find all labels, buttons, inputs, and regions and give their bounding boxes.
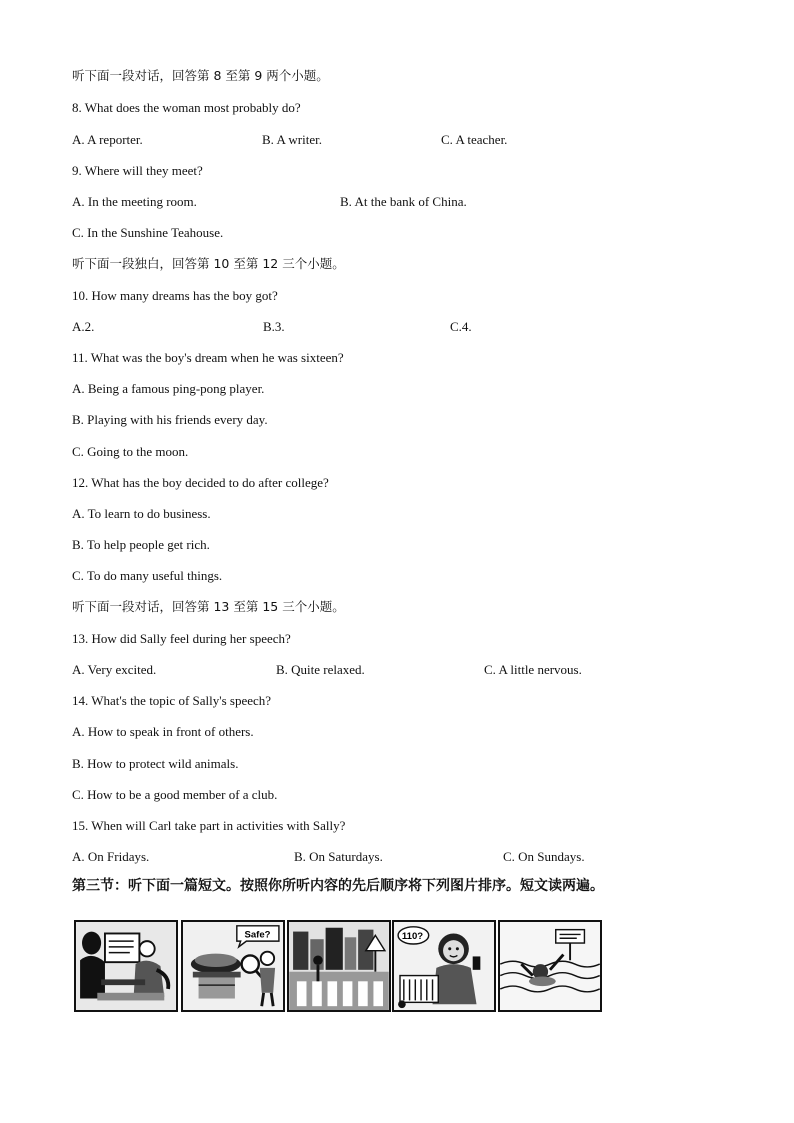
- question-11-option-a: A. Being a famous ping-pong player.: [72, 381, 265, 396]
- question-9-option-b: B. At the bank of China.: [340, 194, 467, 209]
- section-intro-q13-15: 听下面一段对话，回答第 13 至第 15 三个小题。: [72, 599, 345, 614]
- question-12-stem: 12. What has the boy decided to do after college?: [72, 475, 329, 490]
- question-9-option-a: A. In the meeting room.: [72, 194, 197, 209]
- question-10-stem: 10. How many dreams has the boy got?: [72, 288, 278, 303]
- question-14-option-a: A. How to speak in front of others.: [72, 724, 254, 739]
- question-15-option-c: C. On Sundays.: [503, 849, 585, 864]
- question-9-stem: 9. Where will they meet?: [72, 163, 203, 178]
- question-11-option-c: C. Going to the moon.: [72, 444, 189, 459]
- picture-1-computer-scene: [74, 920, 178, 1012]
- question-13-stem: 13. How did Sally feel during her speech?: [72, 631, 291, 646]
- question-8-option-c: C. A teacher.: [441, 132, 508, 147]
- question-10-option-b: B.3.: [263, 319, 285, 334]
- question-12-option-c: C. To do many useful things.: [72, 568, 223, 583]
- question-14-stem: 14. What's the topic of Sally's speech?: [72, 693, 272, 708]
- question-10-option-c: C.4.: [450, 319, 472, 334]
- question-8-option-b: B. A writer.: [262, 132, 322, 147]
- food-safety-illustration: [183, 922, 283, 1010]
- picture-4-caption: 110?: [401, 931, 424, 943]
- question-15-option-b: B. On Saturdays.: [294, 849, 383, 864]
- computer-user-illustration: [76, 922, 176, 1010]
- question-13-option-b: B. Quite relaxed.: [276, 662, 365, 677]
- question-15-option-a: A. On Fridays.: [72, 849, 150, 864]
- picture-5-water-danger: [498, 920, 602, 1012]
- question-11-option-b: B. Playing with his friends every day.: [72, 412, 268, 427]
- question-8-stem: 8. What does the woman most probably do?: [72, 100, 301, 115]
- question-11-stem: 11. What was the boy's dream when he was sixteen?: [72, 350, 344, 365]
- question-15-stem: 15. When will Carl take part in activities with Sally?: [72, 818, 346, 833]
- section-intro-q8-9: 听下面一段对话，回答第 8 至第 9 两个小题。: [72, 68, 329, 83]
- picture-4-emergency-call: [392, 920, 496, 1012]
- water-danger-illustration: [500, 922, 600, 1010]
- question-12-option-b: B. To help people get rich.: [72, 537, 210, 552]
- street-crossing-illustration: [289, 922, 389, 1010]
- question-13-option-a: A. Very excited.: [72, 662, 157, 677]
- part-3-heading: 第三节：听下面一篇短文。按照你所听内容的先后顺序将下列图片排序。短文读两遍。: [72, 878, 604, 894]
- question-14-option-c: C. How to be a good member of a club.: [72, 787, 278, 802]
- question-13-option-c: C. A little nervous.: [484, 662, 582, 677]
- picture-2-caption: Safe?: [244, 929, 271, 941]
- picture-3-street-crossing: [287, 920, 391, 1012]
- question-8-option-a: A. A reporter.: [72, 132, 143, 147]
- question-9-option-c: C. In the Sunshine Teahouse.: [72, 225, 224, 240]
- section-intro-q10-12: 听下面一段独白，回答第 10 至第 12 三个小题。: [72, 256, 345, 271]
- picture-sequence-strip: [74, 920, 608, 1014]
- question-10-option-a: A.2.: [72, 319, 95, 334]
- question-12-option-a: A. To learn to do business.: [72, 506, 211, 521]
- question-14-option-b: B. How to protect wild animals.: [72, 756, 239, 771]
- picture-2-food-safety: [181, 920, 285, 1012]
- emergency-call-illustration: [394, 922, 494, 1010]
